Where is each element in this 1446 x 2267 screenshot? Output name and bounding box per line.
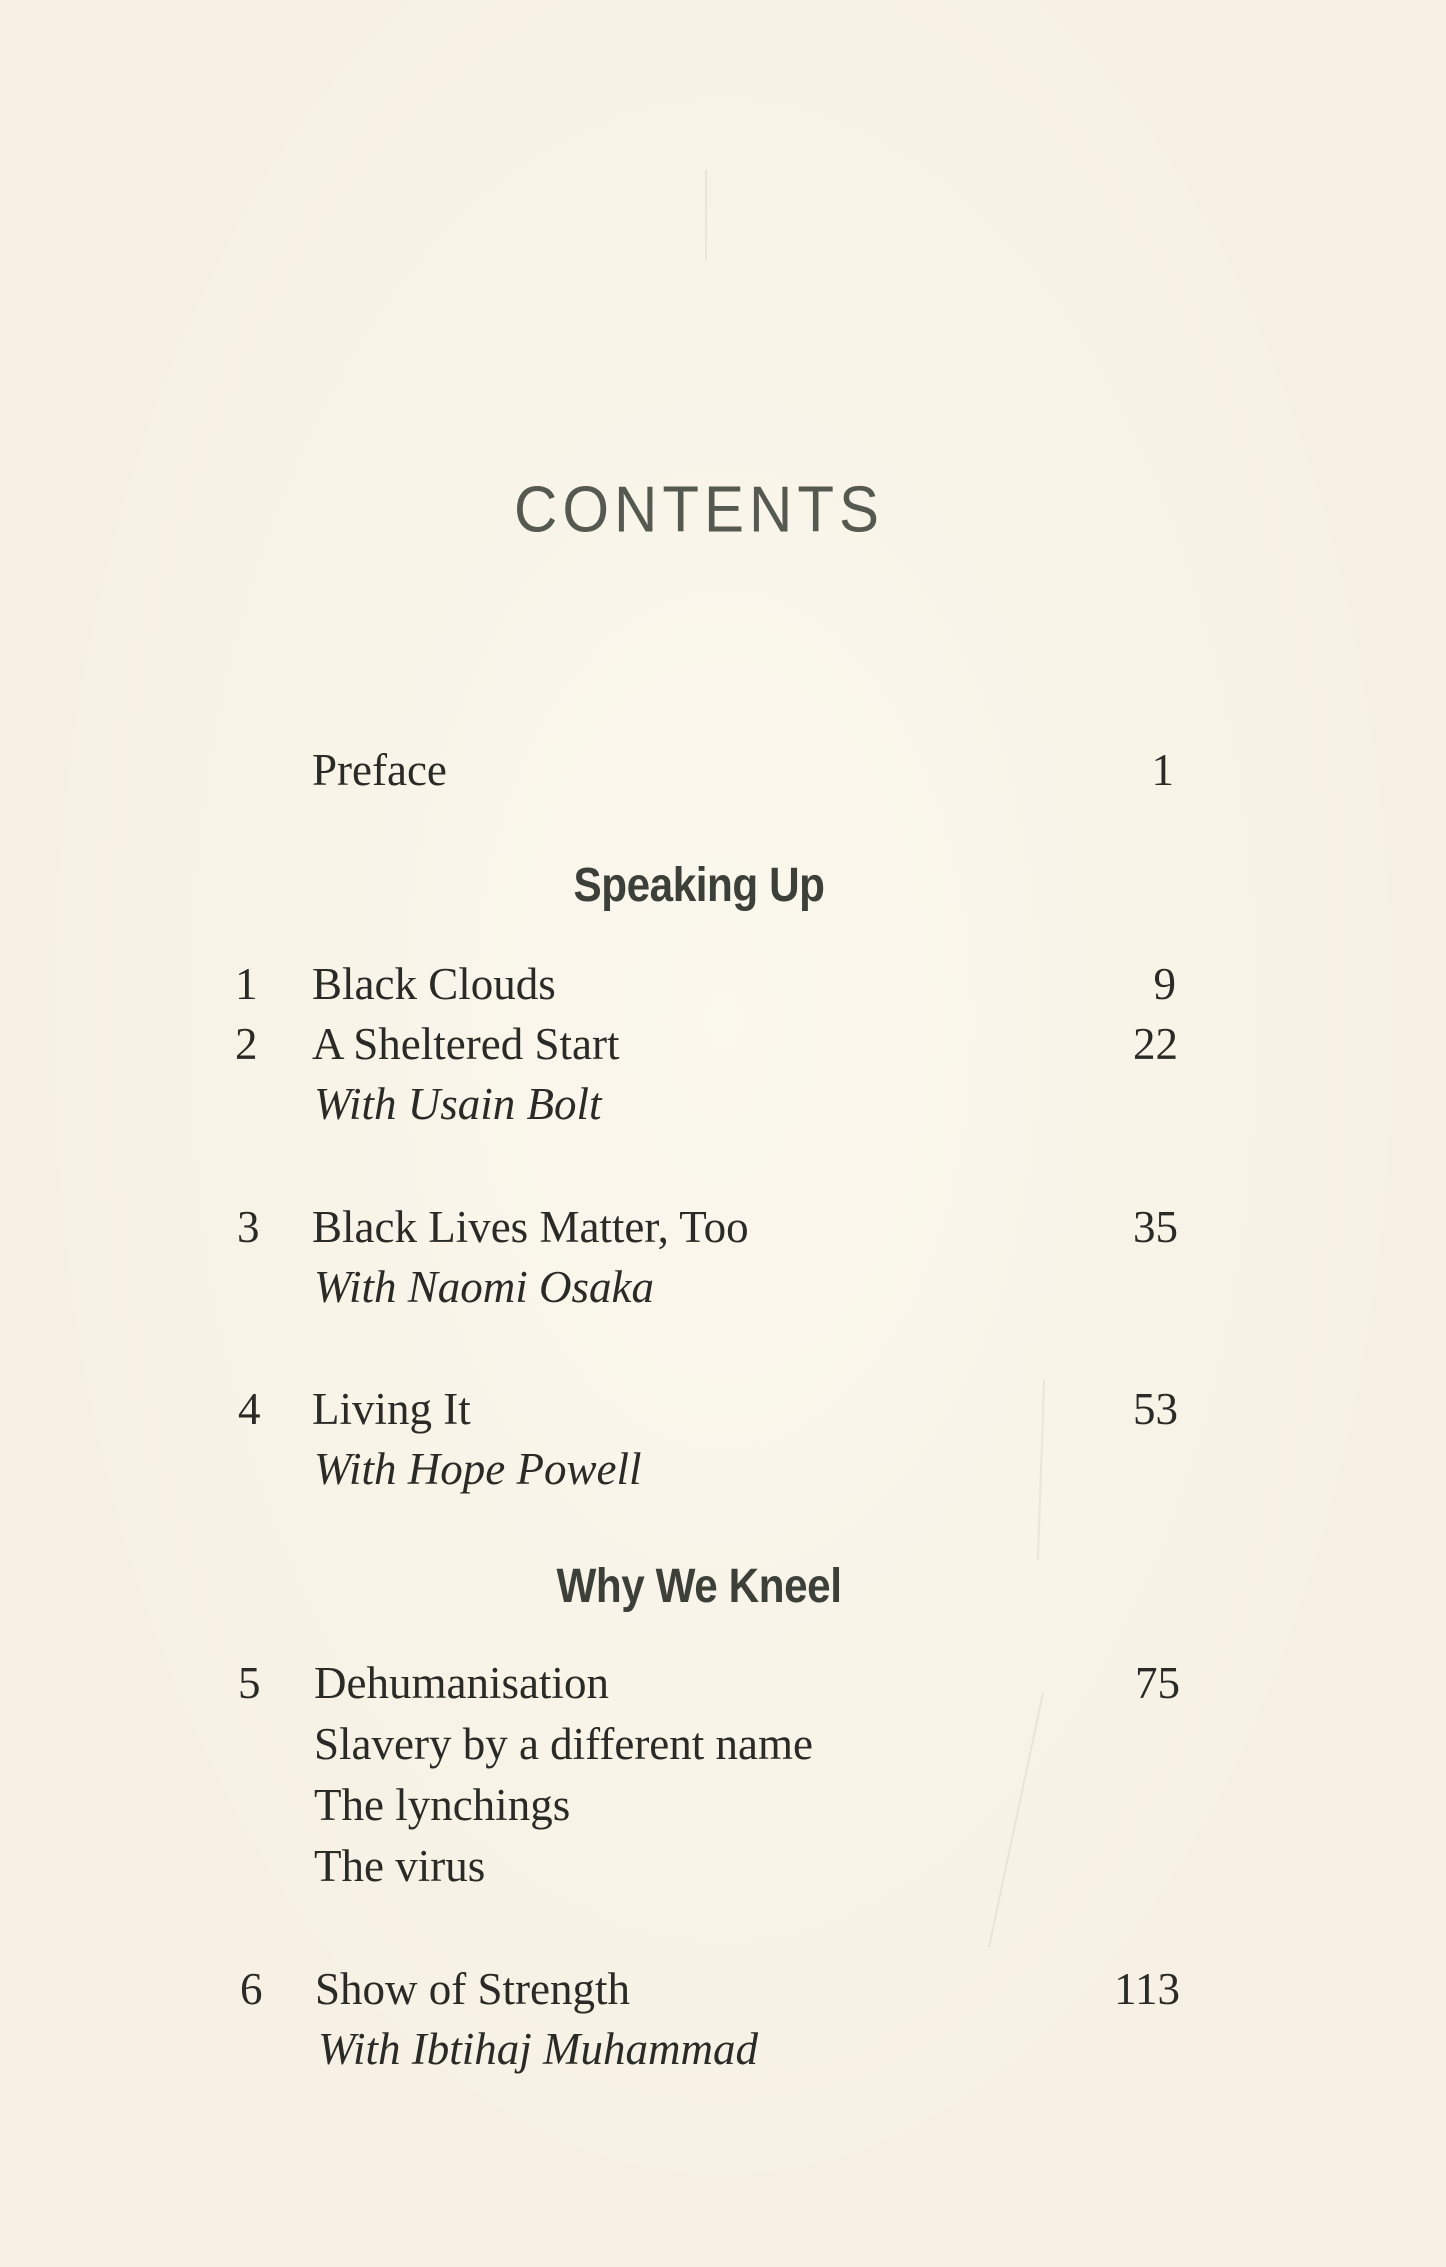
toc-entry-chapter-1[interactable] [0, 956, 1446, 1012]
toc-entry-subsection [0, 1716, 1446, 1772]
subsection-title: The virus [314, 1841, 486, 1891]
chapter-page: 35 [1133, 1202, 1178, 1252]
toc-entry-subtitle [0, 2021, 1446, 2077]
toc-entry-chapter-5[interactable] [0, 1655, 1446, 1711]
toc-entry-chapter-2[interactable] [0, 1016, 1446, 1072]
chapter-number: 6 [240, 1964, 263, 2014]
chapter-number: 5 [238, 1658, 261, 1708]
chapter-number: 3 [237, 1202, 260, 1252]
toc-entry-subtitle [0, 1076, 1446, 1132]
chapter-page: 9 [1153, 959, 1176, 1009]
page-crease [705, 170, 707, 260]
chapter-page: 22 [1133, 1019, 1178, 1069]
toc-entry-chapter-3[interactable] [0, 1199, 1446, 1255]
chapter-number: 2 [235, 1019, 258, 1069]
chapter-subtitle: With Naomi Osaka [314, 1262, 655, 1312]
section-title: Speaking Up [573, 859, 825, 912]
chapter-page: 53 [1133, 1384, 1178, 1434]
toc-entry-chapter-6[interactable] [0, 1961, 1446, 2017]
chapter-number: 4 [238, 1384, 261, 1434]
page-title: CONTENTS [514, 473, 884, 546]
chapter-page: 75 [1135, 1658, 1180, 1708]
subsection-title: Slavery by a different name [314, 1719, 813, 1769]
subsection-title: The lynchings [314, 1780, 571, 1830]
toc-entry-chapter-4[interactable] [0, 1381, 1446, 1437]
chapter-title: A Sheltered Start [312, 1019, 620, 1069]
chapter-title: Living It [312, 1384, 471, 1434]
chapter-subtitle: With Usain Bolt [314, 1079, 602, 1129]
chapter-title: Dehumanisation [314, 1658, 609, 1708]
toc-entry-preface[interactable] [0, 742, 1446, 798]
section-title: Why We Kneel [556, 1560, 842, 1613]
toc-entry-subsection [0, 1838, 1446, 1894]
chapter-title: Black Lives Matter, Too [312, 1202, 749, 1252]
toc-entry-page: 1 [1151, 745, 1174, 795]
chapter-title: Black Clouds [312, 959, 556, 1009]
toc-entry-subtitle [0, 1441, 1446, 1497]
chapter-number: 1 [235, 959, 258, 1009]
toc-entry-subsection [0, 1777, 1446, 1833]
chapter-title: Show of Strength [315, 1964, 630, 2014]
chapter-subtitle: With Ibtihaj Muhammad [318, 2024, 758, 2074]
toc-entry-title: Preface [312, 745, 447, 795]
chapter-subtitle: With Hope Powell [314, 1444, 642, 1494]
toc-entry-subtitle [0, 1259, 1446, 1315]
chapter-page: 113 [1114, 1964, 1180, 2014]
